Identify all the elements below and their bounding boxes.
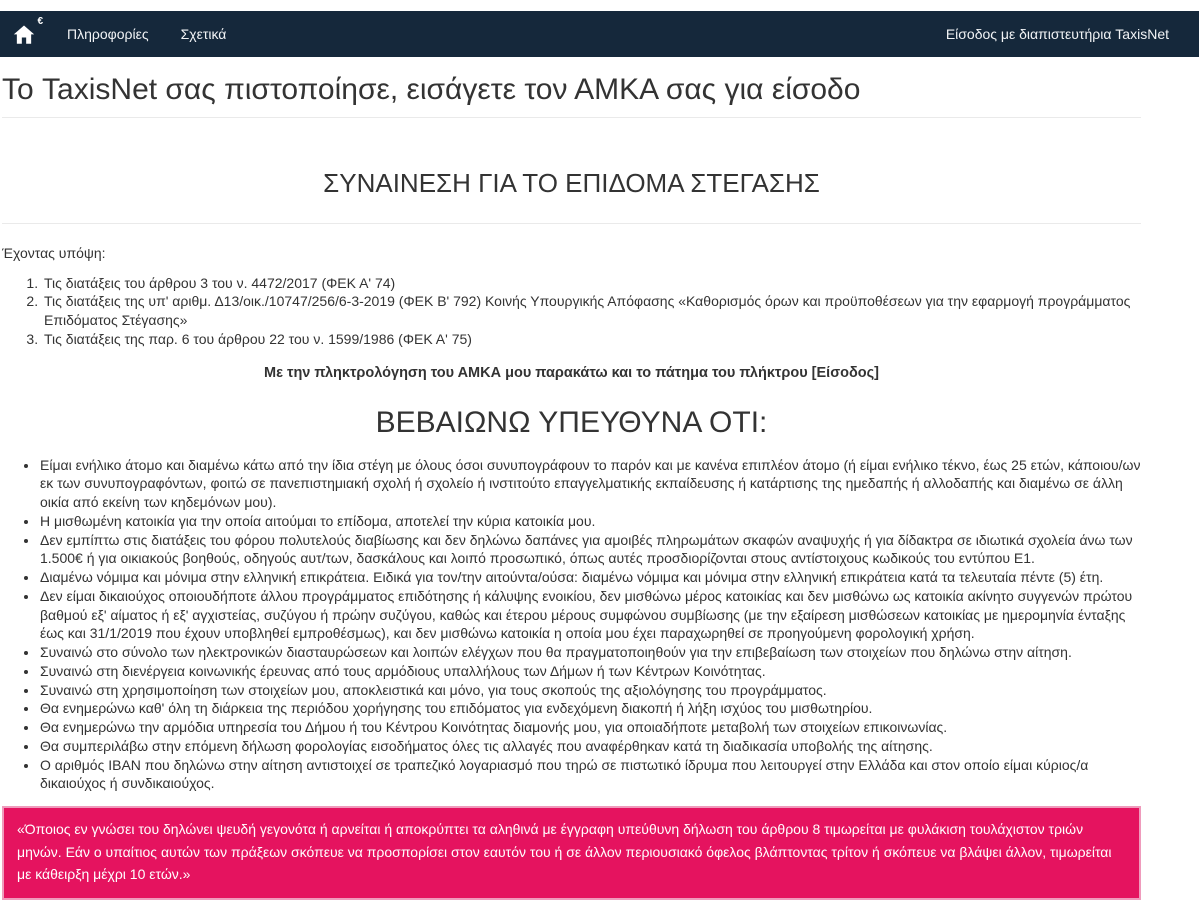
declarations-list	[2, 456, 1141, 794]
declaration-item: • Είμαι ενήλικο άτομο και διαμένω κάτω από την ίδια στέγη με όλους όσοι συνυπογράφουν το παρόν και με κανένα επιπλέον άτομο (ή είμαι ενήλικο τέκνο, έως 25 ετών, κάποιου/ων εκ των συνυπογραφόντων, φοιτώ σε πανεπιστημιακή σχολή ή σχολείο ή ινστιτούτο επαγγελματικής εκπαίδευσης ή κατάρτισης της ημεδαπής ή αλλοδαπής και διαμένω σε άλλη οικία από εκείνη των κηδεμόνων μου).	[39, 456, 1141, 512]
nav-link-information[interactable]: Πληροφορίες	[67, 26, 149, 42]
declaration-item: • Η μισθωμένη κατοικία για την οποία αιτούμαι το επίδομα, αποτελεί την κύρια κατοικία μου.	[39, 512, 1141, 531]
having-regard-label: Έχοντας υπόψη:	[2, 244, 106, 261]
declaration-item: • Θα ενημερώνω καθ' όλη τη διάρκεια της περιόδου χορήγησης του επιδόματος για ενδεχόμενη διακοπή ή λήξη ισχύος του μισθωτηρίου.	[39, 699, 1141, 718]
declaration-item: • Συναινώ στη διενέργεια κοινωνικής έρευνας από τους αρμόδιους υπαλλήλους των Δήμων ή των Κέντρων Κοινότητας.	[39, 662, 1141, 681]
home-euro-icon	[11, 21, 37, 47]
euro-symbol: €	[37, 16, 43, 27]
nav-link-taxisnet-login[interactable]: Είσοδος με διαπιστευτήρια TaxisNet	[945, 26, 1169, 42]
legal-references-list	[2, 274, 1141, 350]
declaration-item: • Διαμένω νόμιμα και μόνιμα στην ελληνική επικράτεια. Ειδικά για τον/την αιτούντα/ούσα: διαμένω νόμιμα και μόνιμα στην ελληνική επικράτεια κατά τα τελευταία πέντε (5) έτη.	[39, 568, 1141, 587]
home-brand-link[interactable]	[0, 11, 51, 57]
divider-under-title	[2, 117, 1141, 118]
declaration-item: • Θα ενημερώνω την αρμόδια υπηρεσία του Δήμου ή του Κέντρου Κοινότητας διαμονής μου, για οποιαδήποτε μεταβολή των στοιχείων επικοινωνίας.	[39, 718, 1141, 737]
declaration-item: • Θα συμπεριλάβω στην επόμενη δήλωση φορολογίας εισοδήματος όλες τις αλλαγές που αναφέρθηκαν κατά τη διαδικασία υποβολής της αίτησης.	[39, 737, 1141, 756]
main-navbar	[0, 11, 1199, 57]
bottom-whitespace	[2, 900, 1141, 917]
declaration-item: • Συναινώ στη χρησιμοποίηση των στοιχείων μου, αποκλειστικά και μόνο, για τους σκοπούς της αξιολόγησης του προγράμματος.	[39, 681, 1141, 700]
divider-under-section-title	[2, 223, 1141, 224]
declaration-item: • Δεν είμαι δικαιούχος οποιουδήποτε άλλου προγράμματος επιδότησης ή κάλυψης ενοικίου, δεν μισθώνω μέρος κατοικίας και δεν μισθώνω ως κατοικία ακίνητο συγγενών πρώτου βαθμού εξ' αίματος ή εξ' αγχιστείας, συζύγου ή πρώην συζύγου, καθώς και έτερου μέρους συμφώνου συμβίωσης (με την εξαίρεση μισθώσεων κατοικίας με ημερομηνία ένταξης έως και 31/1/2019 που έχουν υποβληθεί εμπροθέσμως), και δεν μισθώνω κατοικία η οποία μου έχει παραχωρηθεί σε προηγούμενη φορολογική χρήση.	[39, 587, 1141, 643]
amka-instruction-line: Με την πληκτρολόγηση του ΑΜΚΑ μου παρακάτω και το πάτημα του πλήκτρου [Είσοδος]	[263, 365, 880, 382]
consent-section-title: ΣΥΝΑΙΝΕΣΗ ΓΙΑ ΤΟ ΕΠΙΔΟΜΑ ΣΤΕΓΑΣΗΣ	[323, 168, 820, 198]
perjury-warning-alert: «Όποιος εν γνώσει του δηλώνει ψευδή γεγονότα ή αρνείται ή αποκρύπτει τα αληθινά με έγγραφη υπεύθυνη δήλωση του άρθρου 8 τιμωρείται με φυλάκιση τουλάχιστον τριών μηνών. Εάν ο υπαίτιος αυτών των πράξεων σκόπευε να προσπορίσει στον εαυτόν του ή σε άλλον περιουσιακό όφελος βλάπτοντας τρίτον ή σκόπευε να βλάψει άλλον, τιμωρείται με κάθειρξη μέχρι 10 ετών.»	[2, 806, 1141, 900]
legal-reference-item: 3. Τις διατάξεις της παρ. 6 του άρθρου 22 του ν. 1599/1986 (ΦΕΚ Α' 75)	[42, 330, 1141, 349]
certify-title: ΒΕΒΑΙΩΝΩ ΥΠΕΥΘΥΝΑ ΟΤΙ:	[375, 406, 768, 440]
content-container	[0, 73, 1141, 917]
legal-reference-item: 2. Τις διατάξεις της υπ' αριθμ. Δ13/οικ./10747/256/6-3-2019 (ΦΕΚ Β' 792) Κοινής Υπουργικής Απόφασης «Καθορισμός όρων και προϋποθέσεων για την εφαρμογή προγράμματος Επιδόματος Στέγασης»	[42, 292, 1141, 330]
nav-link-about[interactable]: Σχετικά	[180, 26, 227, 42]
top-whitespace	[0, 0, 1199, 11]
legal-reference-item: 1. Τις διατάξεις του άρθρου 3 του ν. 4472/2017 (ΦΕΚ Α' 74)	[42, 274, 1141, 293]
declaration-item: • Δεν εμπίπτω στις διατάξεις του φόρου πολυτελούς διαβίωσης και δεν δηλώνω δαπάνες για αμοιβές πληρωμάτων σκαφών αναψυχής ή για δίδακτρα σε ιδιωτικά σχολεία άνω των 1.500€ ή για οικιακούς βοηθούς, οδηγούς αυτ/των, δασκάλους και λοιπό προσωπικό, όπως αυτές προσδιορίζονται στους αντίστοιχους κωδικούς του εντύπου Ε1.	[39, 531, 1141, 569]
declaration-item: • Ο αριθμός ΙΒΑΝ που δηλώνω στην αίτηση αντιστοιχεί σε τραπεζικό λογαριασμό που τηρώ σε πιστωτικό ίδρυμα που λειτουργεί στην Ελλάδα και στον οποίο είμαι κύριος/α δικαιούχος ή συνδικαιούχος.	[39, 756, 1141, 794]
page-title: Το TaxisNet σας πιστοποίησε, εισάγετε τον ΑΜΚΑ σας για είσοδο	[2, 73, 861, 106]
declaration-item: • Συναινώ στο σύνολο των ηλεκτρονικών διασταυρώσεων και λοιπών ελέγχων που θα πραγματοποιηθούν για την επιβεβαίωση των στοιχείων που δηλώνω στην αίτηση.	[39, 643, 1141, 662]
